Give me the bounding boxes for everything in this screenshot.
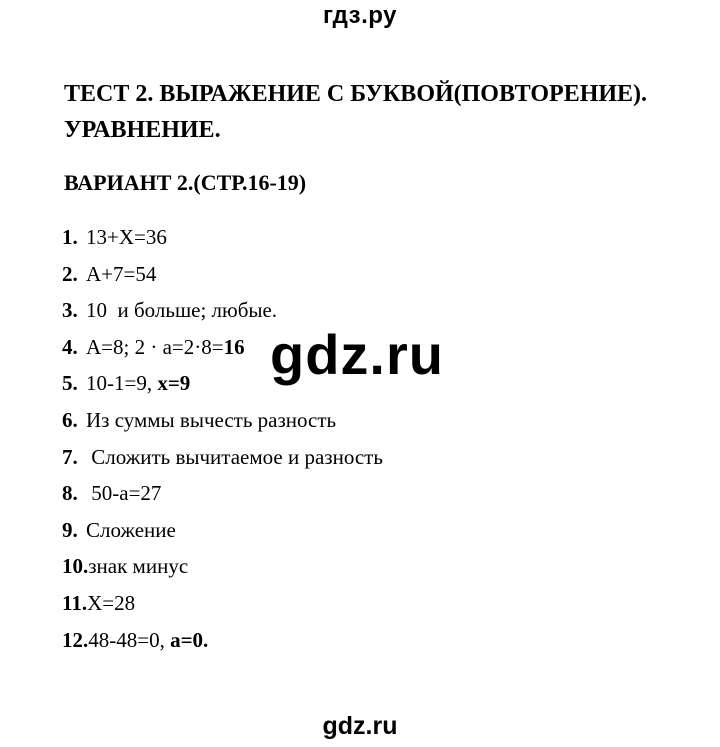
answer-item-9 — [62, 515, 383, 552]
watermark-logo: gdz.ru — [270, 323, 444, 386]
answer-item-2 — [62, 259, 383, 296]
answer-bold: а=0. — [170, 627, 209, 652]
answer-text: 10-1=9, — [86, 371, 158, 396]
answer-item-1 — [62, 222, 383, 259]
answer-item-10 — [62, 551, 383, 588]
answer-number: 2. — [62, 261, 78, 286]
answer-number: 6. — [62, 407, 78, 432]
answer-item-11 — [62, 588, 383, 625]
variant-heading: ВАРИАНТ 2.(СТР.16-19) — [64, 170, 307, 195]
answer-number: 5. — [62, 371, 78, 396]
answer-text: Из суммы вычесть разность — [86, 407, 337, 432]
answer-item-6 — [62, 405, 383, 442]
answer-number: 4. — [62, 334, 78, 359]
answer-item-12 — [62, 625, 383, 662]
answer-number: 7. — [62, 444, 78, 469]
answer-number: 8. — [62, 481, 78, 506]
answer-text: знак минус — [88, 554, 189, 579]
answer-number: 9. — [62, 517, 78, 542]
answer-text: А=8; 2 · а=2·8= — [86, 334, 224, 359]
site-footer-logo: gdz.ru — [322, 712, 398, 740]
answer-number: 3. — [62, 298, 78, 323]
answer-bold: 16 — [223, 334, 245, 359]
answer-number: 10. — [62, 554, 89, 579]
answer-item-8 — [62, 478, 383, 515]
answer-number: 12. — [62, 627, 89, 652]
answer-text: 48-48=0, — [88, 627, 171, 652]
answer-text: Х=28 — [87, 590, 136, 615]
page-title — [64, 76, 704, 148]
answer-number: 1. — [62, 225, 78, 249]
answer-list — [62, 222, 383, 661]
answer-text: 10 и больше; любые. — [86, 298, 278, 323]
title-line-2: УРАВНЕНИЕ. — [64, 117, 221, 143]
title-line-1: ТЕСТ 2. ВЫРАЖЕНИЕ С БУКВОЙ(ПОВТОРЕНИЕ). — [64, 81, 648, 107]
answer-text: 50-а=27 — [86, 481, 162, 506]
answer-text: Сложить вычитаемое и разность — [86, 444, 383, 469]
site-header-logo: гдз.ру — [323, 2, 397, 29]
answer-text: А+7=54 — [86, 261, 157, 286]
answer-bold: x=9 — [157, 371, 191, 396]
answer-number: 11. — [62, 590, 88, 615]
answer-text: Сложение — [86, 517, 176, 542]
answer-item-7 — [62, 442, 383, 479]
answer-text: 13+Х=36 — [86, 225, 167, 249]
